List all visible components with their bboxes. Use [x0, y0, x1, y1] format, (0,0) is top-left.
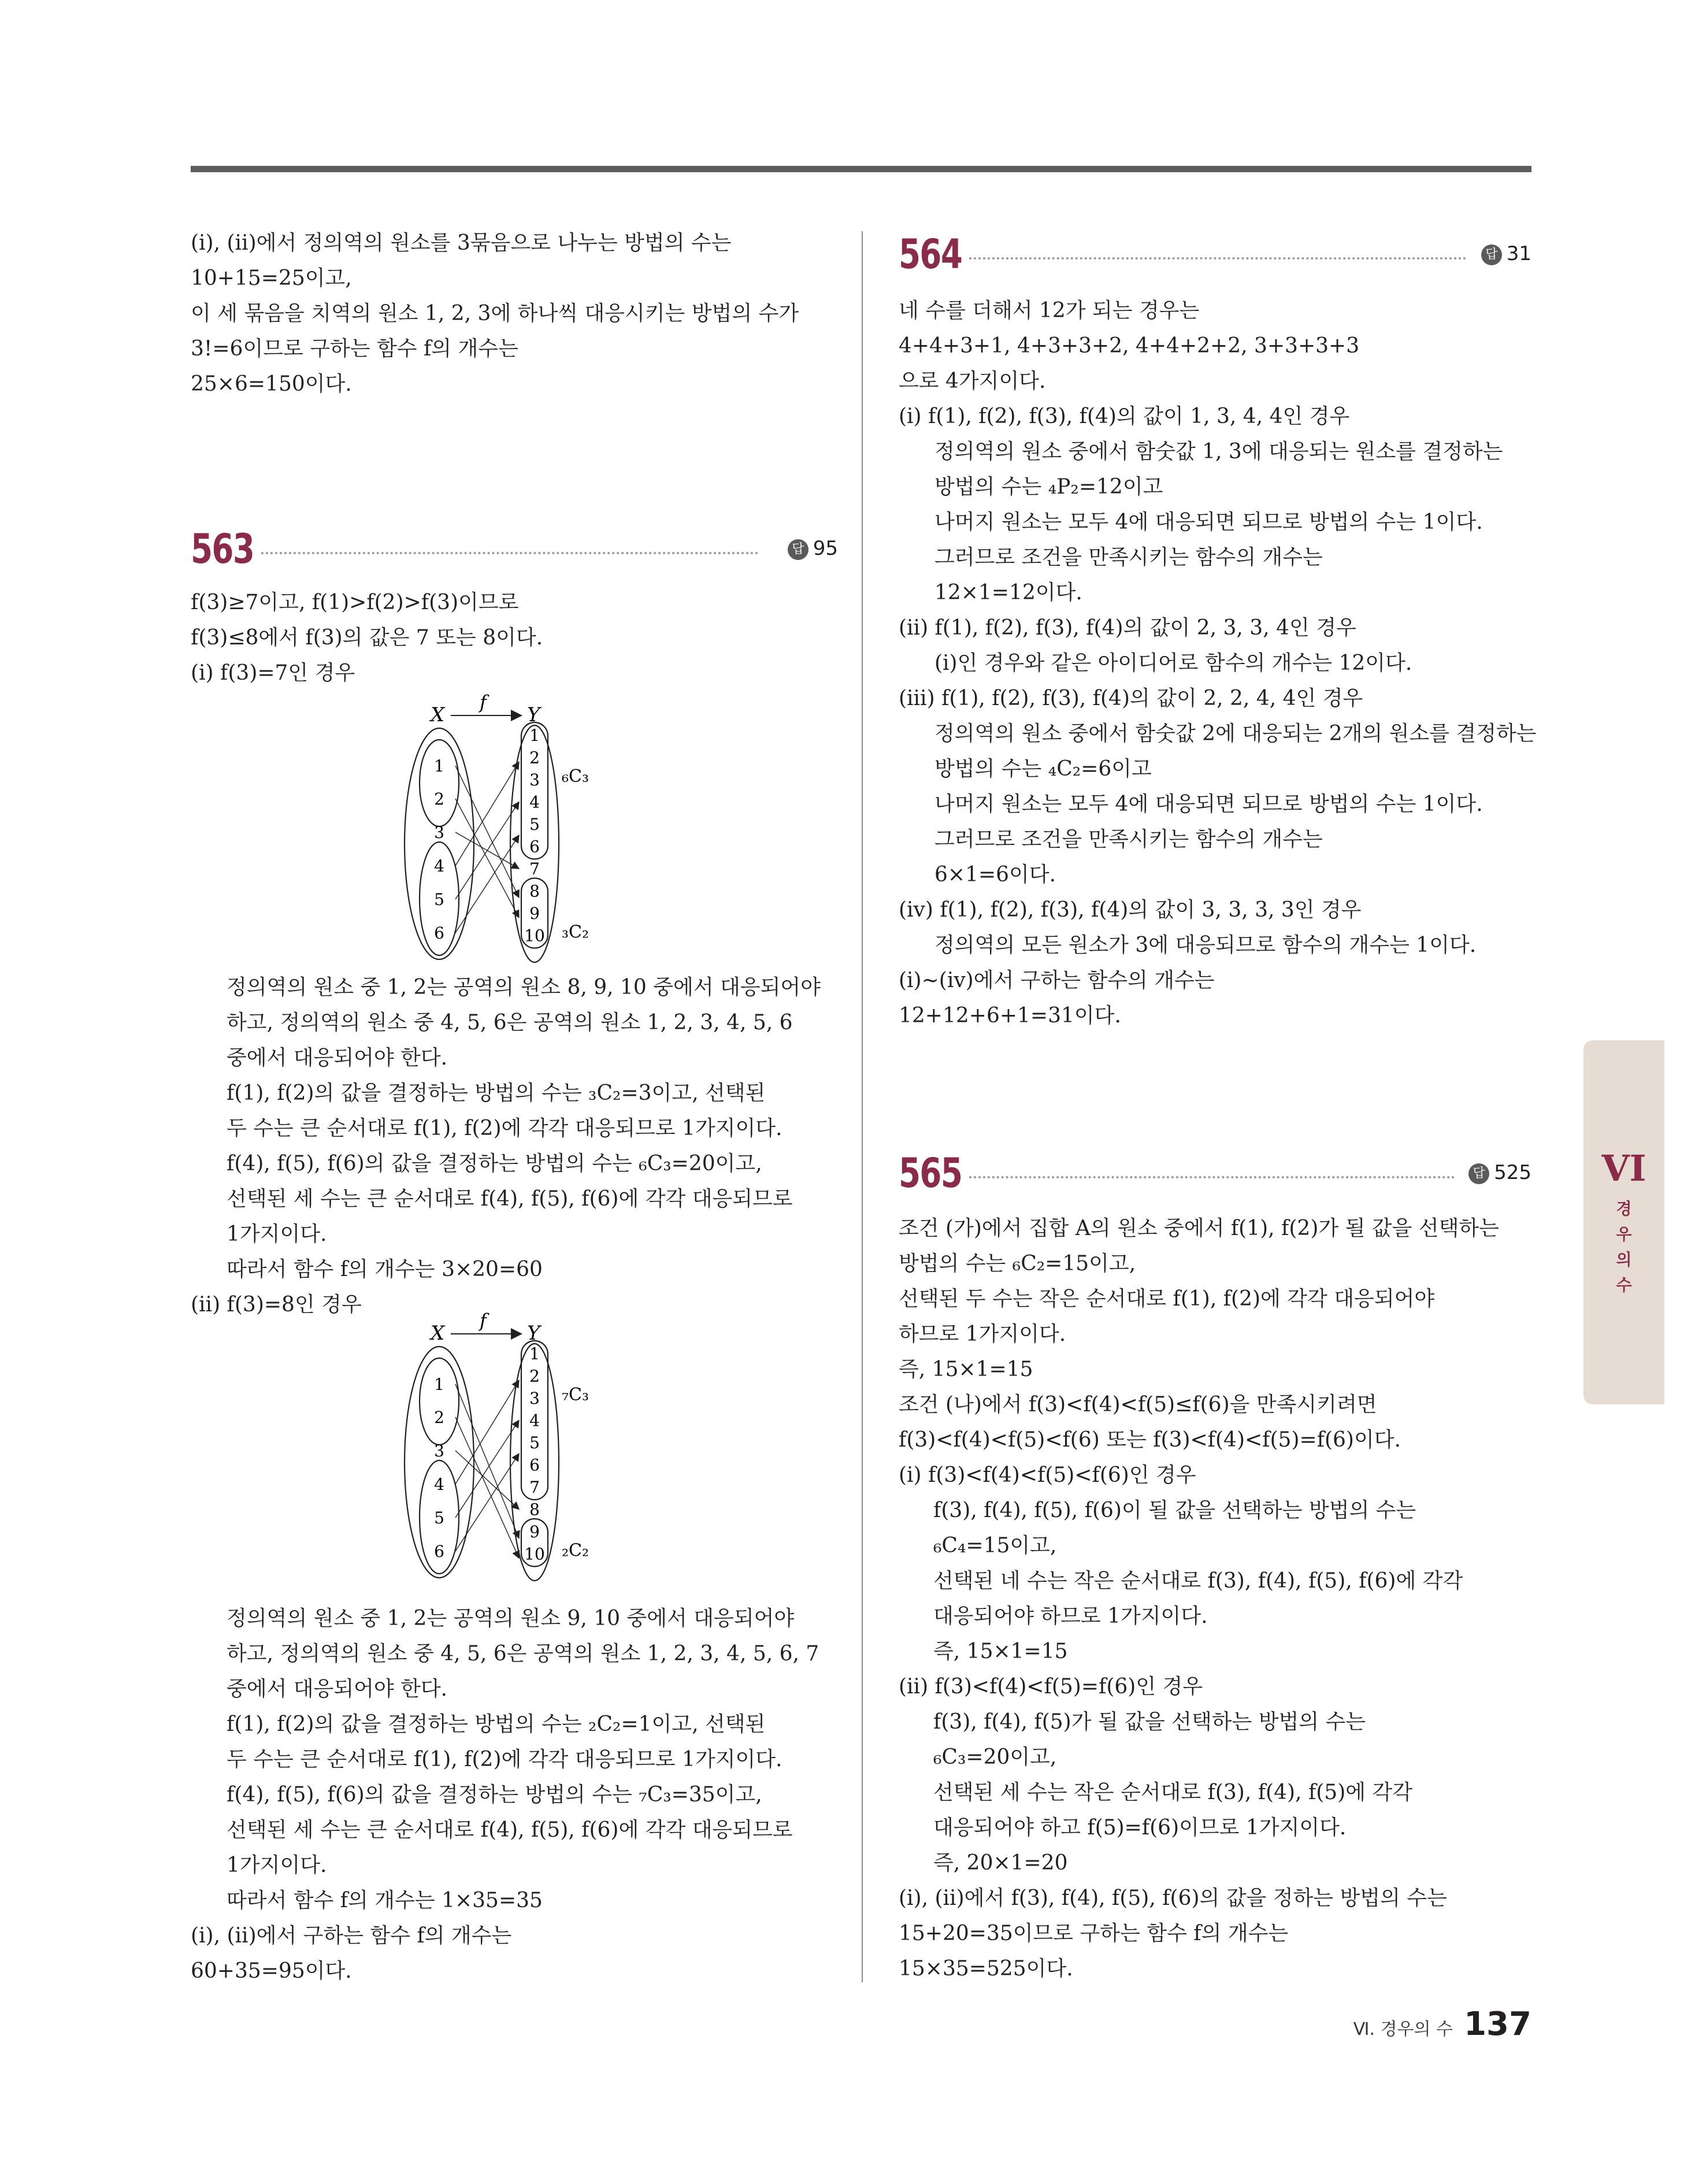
text-line: 정의역의 원소 중 1, 2는 공역의 원소 8, 9, 10 중에서 대응되어야 — [227, 976, 821, 999]
text-line: 따라서 함수 f의 개수는 3×20=60 — [227, 1258, 543, 1281]
domain-element: 4 — [434, 856, 444, 876]
left-column — [191, 0, 838, 2081]
problem-563-header — [191, 523, 838, 575]
intro-text — [191, 225, 838, 402]
domain-element: 1 — [434, 757, 444, 776]
page-number: 137 — [1464, 2005, 1531, 2043]
problem-563-text-c — [191, 1601, 838, 1918]
text-line: 두 수는 큰 순서대로 f(1), f(2)에 각각 대응되므로 1가지이다. — [227, 1748, 782, 1771]
codomain-label: Y — [527, 703, 540, 726]
codomain-element: 6 — [529, 1455, 540, 1475]
text-line: 나머지 원소는 모두 4에 대응되면 되므로 방법의 수는 1이다. — [934, 792, 1483, 816]
problem-563-text-a — [191, 585, 838, 691]
text-line: ₆C₄=15이고, — [933, 1534, 1057, 1558]
domain-element: 1 — [434, 1375, 444, 1394]
domain-element: 6 — [434, 1542, 444, 1561]
codomain-element: 4 — [529, 792, 540, 812]
codomain-element: 10 — [524, 926, 545, 945]
domain-subset-oval — [420, 740, 459, 826]
text-line: 즉, 15×1=15 — [899, 1358, 1033, 1381]
text-line: 정의역의 모든 원소가 3에 대응되므로 함수의 개수는 1이다. — [934, 933, 1477, 957]
text-line: (ⅰ) f(1), f(2), f(3), f(4)의 값이 1, 3, 4, 4인 경우 — [899, 405, 1350, 428]
answer-badge-icon: 답 — [788, 539, 809, 560]
column-divider — [862, 231, 863, 1982]
text-line: 60+35=95이다. — [191, 1959, 352, 1983]
answer-label: 답 31 — [1481, 242, 1531, 265]
text-line: (ⅰ), (ⅱ)에서 정의역의 원소를 3묶음으로 나누는 방법의 수는 — [191, 231, 732, 255]
text-line: (ⅰ)~(ⅳ)에서 구하는 함수의 개수는 — [899, 969, 1215, 992]
mapping-arrow — [455, 1384, 519, 1538]
domain-label: X — [431, 1322, 445, 1345]
text-line: f(3)≥7이고, f(1)>f(2)>f(3)이므로 — [191, 591, 519, 614]
leader-dots — [969, 257, 1466, 259]
text-line: (ⅰ)인 경우와 같은 아이디어로 함수의 개수는 12이다. — [934, 651, 1412, 675]
problem-565-text — [899, 1211, 1531, 1986]
text-line: 하고, 정의역의 원소 중 4, 5, 6은 공역의 원소 1, 2, 3, 4, 5, 6, 7 — [227, 1642, 819, 1666]
footer-chapter: Ⅵ. 경우의 수 — [1353, 2019, 1453, 2040]
text-line: 두 수는 큰 순서대로 f(1), f(2)에 각각 대응되므로 1가지이다. — [227, 1117, 782, 1140]
problem-563-text-b — [191, 970, 838, 1287]
text-line: 네 수를 더해서 12가 되는 경우는 — [899, 299, 1200, 322]
codomain-element: 9 — [529, 904, 540, 923]
codomain-element: 5 — [529, 815, 540, 834]
problem-number: 564 — [899, 231, 962, 278]
tab-title-char: 우 — [1616, 1225, 1632, 1244]
problem-number: 565 — [899, 1150, 962, 1197]
text-line: 선택된 세 수는 작은 순서대로 f(3), f(4), f(5)에 각각 — [933, 1781, 1413, 1804]
codomain-element: 2 — [529, 748, 540, 767]
problem-563-conclusion — [191, 1918, 838, 1989]
domain-element: 6 — [434, 924, 444, 943]
text-line: 12+12+6+1=31이다. — [899, 1004, 1121, 1028]
text-line: (ⅰ) f(3)=7인 경우 — [191, 661, 355, 685]
text-line: (ⅰ) f(3)<f(4)<f(5)<f(6)인 경우 — [899, 1463, 1196, 1487]
domain-element: 5 — [434, 890, 444, 909]
text-line: 즉, 20×1=20 — [933, 1851, 1068, 1875]
text-line: 으로 4가지이다. — [899, 369, 1046, 393]
text-line: 정의역의 원소 중에서 함숫값 1, 3에 대응되는 원소를 결정하는 — [934, 440, 1503, 464]
text-line: 하므로 1가지이다. — [899, 1322, 1066, 1346]
codomain-element: 10 — [524, 1544, 545, 1564]
text-line: 나머지 원소는 모두 4에 대응되면 되므로 방법의 수는 1이다. — [934, 510, 1483, 534]
text-line: 선택된 네 수는 작은 순서대로 f(3), f(4), f(5), f(6)에 각각 — [933, 1569, 1463, 1593]
tab-title-char: 수 — [1616, 1275, 1632, 1295]
answer-badge-icon: 답 — [1481, 244, 1502, 265]
text-line: 선택된 세 수는 큰 순서대로 f(4), f(5), f(6)에 각각 대응되므로 — [227, 1187, 793, 1211]
codomain-element: 1 — [529, 726, 540, 745]
text-line: 즉, 15×1=15 — [933, 1640, 1068, 1663]
text-line: 조건 (가)에서 집합 A의 원소 중에서 f(1), f(2)가 될 값을 선택하는 — [899, 1217, 1499, 1240]
text-line: 25×6=150이다. — [191, 372, 352, 396]
text-line: 정의역의 원소 중 1, 2는 공역의 원소 9, 10 중에서 대응되어야 — [227, 1607, 795, 1630]
text-line: f(1), f(2)의 값을 결정하는 방법의 수는 ₃C₂=3이고, 선택된 — [227, 1081, 766, 1105]
text-line: 15×35=525이다. — [899, 1957, 1073, 1981]
codomain-element: 3 — [529, 770, 540, 789]
problem-number: 563 — [191, 525, 254, 573]
text-line: (ⅱ) f(1), f(2), f(3), f(4)의 값이 2, 3, 3, 4인 경우 — [899, 616, 1356, 640]
domain-label: X — [431, 703, 445, 726]
combination-label: ₇C₃ — [562, 1385, 589, 1405]
mapping-arrow — [455, 1451, 519, 1510]
answer-label: 답 95 — [788, 537, 838, 560]
text-line: 10+15=25이고, — [191, 266, 352, 290]
text-line: 그러므로 조건을 만족시키는 함수의 개수는 — [934, 828, 1323, 851]
text-line: (ⅱ) f(3)<f(4)<f(5)=f(6)인 경우 — [899, 1675, 1203, 1699]
mapping-diagram-2 — [393, 1310, 659, 1584]
leader-dots — [969, 1176, 1455, 1178]
codomain-element: 7 — [529, 859, 540, 878]
text-line: 3!=6이므로 구하는 함수 f의 개수는 — [191, 337, 518, 361]
text-line: f(3), f(4), f(5), f(6)이 될 값을 선택하는 방법의 수는 — [933, 1499, 1416, 1522]
text-line: 중에서 대응되어야 한다. — [227, 1046, 448, 1070]
problem-564-text — [899, 293, 1537, 1033]
text-line: 중에서 대응되어야 한다. — [227, 1677, 448, 1701]
codomain-element: 5 — [529, 1433, 540, 1452]
text-line: 15+20=35이므로 구하는 함수 f의 개수는 — [899, 1922, 1289, 1945]
text-line: 방법의 수는 ₄C₂=6이고 — [934, 757, 1152, 781]
tab-title-char: 의 — [1616, 1250, 1632, 1269]
codomain-element: 3 — [529, 1389, 540, 1408]
leader-dots — [261, 552, 758, 554]
codomain-element: 6 — [529, 837, 540, 856]
codomain-element: 9 — [529, 1522, 540, 1541]
domain-element: 3 — [434, 1441, 444, 1460]
codomain-element: 7 — [529, 1478, 540, 1497]
text-line: (ⅳ) f(1), f(2), f(3), f(4)의 값이 3, 3, 3, 3인 경우 — [899, 898, 1362, 922]
tab-title-char: 경 — [1616, 1199, 1632, 1218]
case-2-heading: (ⅱ) f(3)=8인 경우 — [191, 1293, 362, 1317]
text-line: (ⅰ), (ⅱ)에서 구하는 함수 f의 개수는 — [191, 1924, 512, 1948]
mapping-arrow — [455, 766, 519, 898]
text-line: 방법의 수는 ₆C₂=15이고, — [899, 1252, 1136, 1275]
text-line: ₆C₃=20이고, — [933, 1745, 1057, 1769]
combination-label: ₆C₃ — [562, 766, 589, 787]
text-line: 4+4+3+1, 4+3+3+2, 4+4+2+2, 3+3+3+3 — [899, 334, 1360, 358]
problem-565-header — [899, 1147, 1531, 1199]
text-line: 이 세 묶음을 치역의 원소 1, 2, 3에 하나씩 대응시키는 방법의 수가 — [191, 302, 799, 325]
domain-element: 4 — [434, 1475, 444, 1494]
text-line: f(1), f(2)의 값을 결정하는 방법의 수는 ₂C₂=1이고, 선택된 — [227, 1712, 766, 1736]
text-line: 1가지이다. — [227, 1853, 327, 1877]
codomain-element: 4 — [529, 1411, 540, 1430]
domain-element: 2 — [434, 789, 444, 809]
right-column — [899, 0, 1537, 2081]
chapter-title-vertical — [1583, 1196, 1664, 1298]
text-line: 선택된 세 수는 큰 순서대로 f(4), f(5), f(6)에 각각 대응되므로 — [227, 1818, 793, 1842]
text-line: f(4), f(5), f(6)의 값을 결정하는 방법의 수는 ₇C₃=35이고, — [227, 1783, 762, 1807]
domain-element: 3 — [434, 823, 444, 842]
text-line: 1가지이다. — [227, 1222, 327, 1246]
text-line: f(3), f(4), f(5)가 될 값을 선택하는 방법의 수는 — [933, 1710, 1366, 1734]
codomain-element: 8 — [529, 881, 540, 901]
text-line: 12×1=12이다. — [934, 581, 1082, 605]
text-line: 6×1=6이다. — [934, 863, 1056, 887]
text-line: 따라서 함수 f의 개수는 1×35=35 — [227, 1889, 543, 1912]
text-line: 조건 (나)에서 f(3)<f(4)<f(5)≤f(6)을 만족시키려면 — [899, 1393, 1377, 1417]
text-line: (ⅰ), (ⅱ)에서 f(3), f(4), f(5), f(6)의 값을 정하는 방법의 수는 — [899, 1886, 1447, 1910]
text-line: 대응되어야 하고 f(5)=f(6)이므로 1가지이다. — [933, 1816, 1347, 1840]
function-label: f — [480, 1310, 487, 1332]
page-footer — [1353, 2005, 1531, 2043]
text-line: (ⅲ) f(1), f(2), f(3), f(4)의 값이 2, 2, 4, 4인 경우 — [899, 687, 1363, 710]
domain-element: 5 — [434, 1508, 444, 1527]
answer-label: 답 525 — [1468, 1161, 1531, 1184]
domain-subset-oval — [420, 1358, 459, 1445]
codomain-element: 1 — [529, 1344, 540, 1363]
text-line: 방법의 수는 ₄P₂=12이고 — [934, 475, 1163, 499]
function-label: f — [480, 691, 487, 713]
text-line: f(4), f(5), f(6)의 값을 결정하는 방법의 수는 ₆C₃=20이고, — [227, 1152, 762, 1176]
text-line: 정의역의 원소 중에서 함숫값 2에 대응되는 2개의 원소를 결정하는 — [934, 722, 1537, 746]
text-line: f(3)≤8에서 f(3)의 값은 7 또는 8이다. — [191, 626, 543, 650]
text-line: f(3)<f(4)<f(5)<f(6) 또는 f(3)<f(4)<f(5)=f(6)이다. — [899, 1428, 1401, 1452]
text-line: 선택된 두 수는 작은 순서대로 f(1), f(2)에 각각 대응되어야 — [899, 1287, 1435, 1311]
mapping-diagram-1 — [393, 691, 659, 965]
codomain-element: 8 — [529, 1500, 540, 1519]
text-line: 그러므로 조건을 만족시키는 함수의 개수는 — [934, 546, 1323, 569]
chapter-roman-numeral: VI — [1601, 1147, 1646, 1189]
answer-badge-icon: 답 — [1468, 1163, 1489, 1184]
text-line: 대응되어야 하므로 1가지이다. — [933, 1604, 1208, 1628]
problem-564-header — [899, 228, 1531, 280]
chapter-side-tab — [1583, 1040, 1664, 1404]
domain-element: 2 — [434, 1408, 444, 1427]
text-line: 하고, 정의역의 원소 중 4, 5, 6은 공역의 원소 1, 2, 3, 4, 5, 6 — [227, 1011, 793, 1034]
codomain-element: 2 — [529, 1366, 540, 1386]
combination-label: ₃C₂ — [562, 922, 589, 943]
codomain-label: Y — [527, 1322, 540, 1345]
combination-label: ₂C₂ — [562, 1540, 589, 1561]
